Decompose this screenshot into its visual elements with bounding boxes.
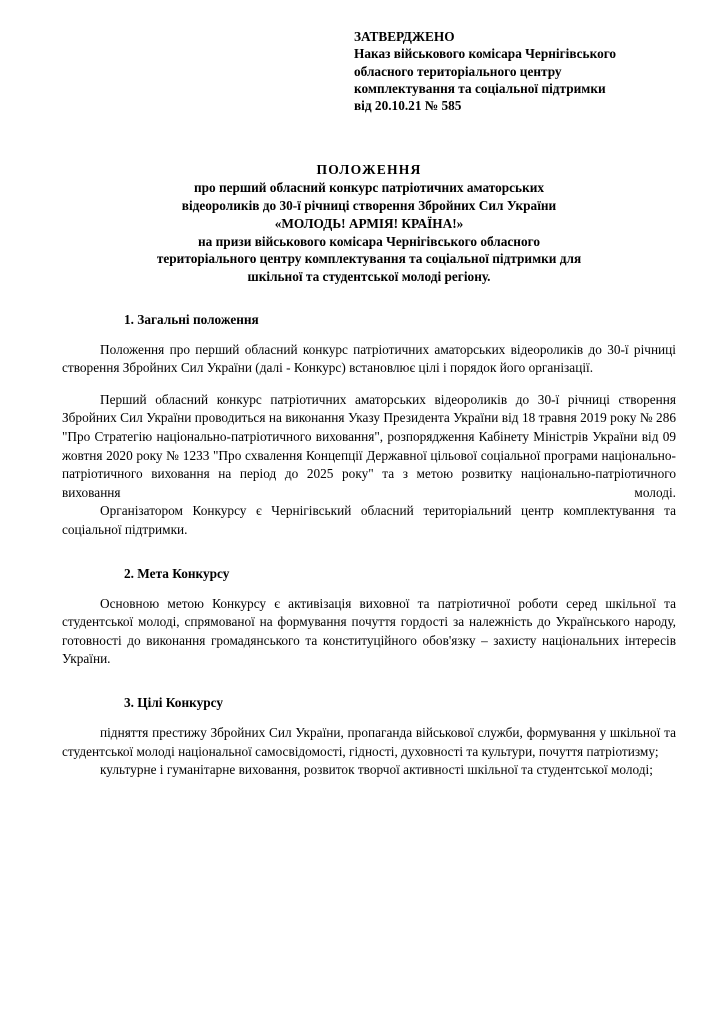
approval-line-1: ЗАТВЕРДЖЕНО: [354, 29, 455, 44]
section-3-paragraph-2: культурне і гуманітарне виховання, розвиток творчої активності шкільної та студентської молоді;: [100, 762, 653, 778]
title-line-5: територіального центру комплектування та соціальної підтримки для: [156, 251, 582, 267]
section-3-paragraph-1: підняття престижу Збройних Сил України, пропаганда військової служби, формування у шкільної та студентської молоді національної самосвідомості, гідності, духовності та культури, почуття патріотизму;: [62, 725, 676, 759]
section-1-paragraph-1: Положення про перший обласний конкурс патріотичних аматорських відеороликів до 30-ї річниці створення Збройних Сил України (далі - Конкурс) встановлює цілі і порядок його організації.: [62, 341, 676, 376]
document-title-block: [62, 161, 676, 285]
approval-line-4: комплектування та соціальної підтримки: [354, 80, 606, 96]
title-line-4: на призи військового комісара Чернігівського обласного: [198, 233, 540, 249]
section-1-paragraph-2: Перший обласний конкурс патріотичних аматорських відеороликів до 30-ї річниці створення Збройних Сил України проводиться на виконання Указу Президента України від 18 травня 2019 року № 286 "Про Стратегію національно-патріотичного виховання", розпорядження Кабінету Міністрів України від 09 жовтня 2020 року № 1233 "Про схвалення Концепції Державної цільової соціальної програми національно-патріотичного виховання на період до 2025 року" та з метою розвитку національно-патріотичного виховання молоді.: [62, 391, 676, 500]
section-heading-2: 2. Мета Конкурсу: [124, 565, 230, 581]
title-line-2: відеороликів до 30-ї річниці створення Збройних Сил України: [181, 198, 557, 214]
section-1-paragraph-3: Організатором Конкурсу є Чернігівський обласний територіальний центр комплектування та соціальної підтримки.: [62, 503, 676, 537]
title-line-6: шкільної та студентської молоді регіону.: [247, 268, 491, 284]
approval-line-2: Наказ військового комісара Чернігівського: [354, 46, 617, 62]
title-line-1: про перший обласний конкурс патріотичних аматорських: [193, 180, 545, 196]
approval-block: [354, 28, 676, 114]
section-heading-3: 3. Цілі Конкурсу: [124, 695, 223, 711]
page-title: ПОЛОЖЕННЯ: [316, 162, 422, 178]
section-2-paragraph-1: Основною метою Конкурсу є активізація виховної та патріотичної роботи серед шкільної та студентської молоді, спрямованої на формування почуття гордості за належність до Українського народу, готовності до виконання громадянського та конституційного обов'язку – захисту національних інтересів України.: [62, 595, 676, 667]
section-heading-1: 1. Загальні положення: [124, 311, 259, 327]
title-line-3: «МОЛОДЬ! АРМІЯ! КРАЇНА!»: [274, 215, 464, 231]
approval-line-3: обласного територіального центру: [354, 63, 562, 79]
approval-line-5: від 20.10.21 № 585: [354, 98, 462, 114]
